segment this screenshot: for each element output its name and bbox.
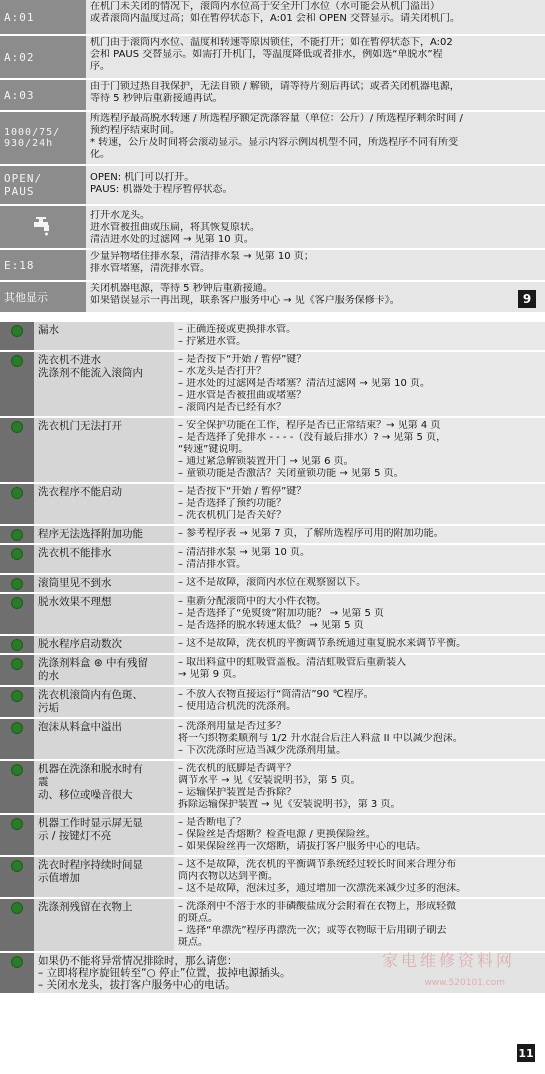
table-row (0, 418, 545, 484)
bullet-cell (0, 761, 34, 813)
table-row (0, 352, 545, 418)
bullet-cell (0, 687, 34, 717)
bullet-cell (0, 418, 34, 482)
solution-cell (174, 526, 545, 543)
desc-line: 在机门未关闭的情况下，滚筒内水位高于安全开门水位（水可能会从机门溢出） (90, 1, 440, 12)
text-line: – 洗涤剂用量是否过多？ (178, 721, 287, 732)
bullet-icon (11, 597, 23, 609)
final-note-row (0, 953, 545, 993)
text-line: – 保险丝是否熔断？检查电源 / 更换保险丝。 (178, 829, 376, 840)
bullet-cell (0, 322, 34, 350)
bullet-icon (11, 658, 23, 670)
problem-cell (34, 655, 174, 685)
text-line: – 洗衣机机门是否关好？ (178, 510, 287, 521)
bullet-icon (11, 764, 23, 776)
text-line: 洗衣时程序持续时间显 (38, 859, 143, 871)
text-line: 机器工作时显示屏无显 (38, 817, 143, 829)
text-line: 示值增加 (38, 872, 80, 884)
code-row-faucet (0, 206, 545, 250)
code-description (86, 282, 545, 312)
text-line: – 洗涤剂中不溶于水的非磷酸盐成分会附着在衣物上，形成轻微 (178, 901, 457, 912)
bullet-cell (0, 352, 34, 416)
text-line: 洗衣程序不能启动 (38, 486, 122, 498)
text-line: – 参考程序表 → 见第 7 页，了解所选程序可用的附加功能。 (178, 528, 444, 539)
desc-line: 机门由于滚筒内水位、温度和转速等原因锁住，不能打开；如在暂停状态下，A:02 (90, 37, 453, 48)
problem-cell (34, 545, 174, 573)
text-line: – 是否按下“开始 / 暂停”键？ (178, 354, 307, 365)
text-line: 洗衣机滚筒内有色斑、 (38, 689, 143, 701)
solution-cell (174, 322, 545, 350)
text-line: – 选择“单漂洗”程序再漂洗一次；或等衣物晾干后用刷子刷去 (178, 925, 447, 936)
final-note (34, 953, 545, 993)
solution-cell (174, 484, 545, 524)
problem-cell (34, 687, 174, 717)
code-row-a03 (0, 80, 545, 112)
display-code: 1000/75/ 930/24h (0, 112, 86, 164)
bullet-icon (11, 529, 23, 541)
code-row-a01 (0, 0, 545, 36)
code-description (86, 206, 545, 248)
troubleshooting-table (0, 322, 545, 993)
code-row-open-paus (0, 166, 545, 206)
text-line: – 取出料盒中的虹吸管盖板。清洁虹吸管后重新装入 (178, 657, 407, 668)
text-line: 洗涤剂残留在衣物上 (38, 901, 133, 913)
bullet-icon (11, 639, 23, 651)
table-row (0, 526, 545, 545)
text-line: 动、移位或噪音很大 (38, 789, 133, 801)
solution-cell (174, 857, 545, 897)
text-line: 洗衣机不能排水 (38, 547, 112, 559)
table-row (0, 322, 545, 352)
text-line: 的斑点。 (178, 913, 218, 924)
bullet-icon (11, 722, 23, 734)
solution-cell (174, 575, 545, 592)
code-row-speed-capacity-time (0, 112, 545, 166)
text-line: – 关闭水龙头，拔打客户服务中心的电话。 (38, 979, 236, 991)
solution-cell (174, 899, 545, 951)
bullet-icon (11, 355, 23, 367)
text-line: – 水龙头是否打开？ (178, 366, 267, 377)
table-row (0, 594, 545, 636)
solution-cell (174, 687, 545, 717)
problem-cell (34, 418, 174, 482)
display-code: E:18 (0, 250, 86, 280)
bullet-icon (11, 956, 23, 968)
text-line: 脱水效果不理想 (38, 596, 112, 608)
problem-cell (34, 352, 174, 416)
text-line: 泡沫从料盒中溢出 (38, 721, 122, 733)
text-line: 漏水 (38, 324, 59, 336)
page-number: 9 (518, 290, 536, 308)
display-code: 其他显示 (0, 282, 86, 312)
text-line: 如果仍不能将异常情况排除时，那么请您： (38, 955, 238, 967)
display-code: A:02 (0, 36, 86, 78)
bullet-icon (11, 548, 23, 560)
problem-cell (34, 575, 174, 592)
text-line: → 见第 9 页。 (178, 669, 243, 680)
text-line: – 正确连接或更换排水管。 (178, 324, 297, 335)
problem-cell (34, 761, 174, 813)
text-line: 筒内衣物以达到平衡。 (178, 871, 278, 882)
bullet-icon (11, 578, 23, 590)
solution-cell (174, 761, 545, 813)
text-line: – 洗衣机的底脚是否调平？ (178, 763, 297, 774)
problem-cell (34, 857, 174, 897)
desc-line: 由于门锁过热自我保护，无法自锁 / 解锁，请等待片刻后再试；或者关闭机器电源， (90, 81, 460, 92)
text-line: – 进水处的过滤网是否堵塞？清洁过滤网 → 见第 10 页。 (178, 378, 430, 389)
text-line: 程序无法选择附加功能 (38, 528, 143, 540)
text-line: – 这不是故障，洗衣机的平衡调节系统通过重复脱水来调节平衡。 (178, 638, 467, 649)
bullet-cell (0, 575, 34, 592)
code-description (86, 36, 545, 78)
table-row (0, 761, 545, 815)
problem-cell (34, 484, 174, 524)
text-line: – 这不是故障，泡沫过多，通过增加一次漂洗来减少过多的泡沫。 (178, 883, 467, 894)
text-line: – 是否断电了？ (178, 817, 247, 828)
text-line: – 立即将程序旋钮转至“○ 停止”位置，拔掉电源插头。 (38, 967, 291, 979)
desc-line: 所选程序最高脱水转速 / 所选程序额定洗涤容量（单位：公斤）/ 所选程序剩余时间 / (90, 113, 463, 124)
faucet-icon (32, 216, 58, 238)
bullet-cell (0, 545, 34, 573)
desc-line: 进水管被扭曲或压扁，将其恢复原状。 (90, 222, 260, 233)
bullet-icon (11, 487, 23, 499)
text-line: – 通过紧急解锁装置开门 → 见第 6 页。 (178, 456, 354, 467)
bullet-icon (11, 902, 23, 914)
text-line: – 进水管是否被扭曲或堵塞？ (178, 390, 307, 401)
problem-cell (34, 815, 174, 855)
solution-cell (174, 815, 545, 855)
code-row-e18 (0, 250, 545, 282)
text-line: – 是否选择的脱水转速太低？ → 见第 5 页 (178, 620, 364, 631)
text-line: 洗涤剂不能流入滚筒内 (38, 367, 143, 379)
solution-cell (174, 545, 545, 573)
problem-cell (34, 899, 174, 951)
code-description (86, 0, 545, 34)
display-code: A:03 (0, 80, 86, 110)
text-line: 调节水平 → 见《安装说明书》，第 5 页。 (178, 775, 361, 786)
text-line: 的水 (38, 670, 59, 682)
code-description (86, 80, 545, 110)
table-row (0, 815, 545, 857)
display-codes-table (0, 0, 545, 314)
solution-cell (174, 594, 545, 634)
text-line: – 这不是故障，洗衣机的平衡调节系统经过较长时间来合理分布 (178, 859, 457, 870)
bullet-icon (11, 818, 23, 830)
text-line: 洗涤剂料盒 ⊛ 中有残留 (38, 657, 148, 669)
solution-cell (174, 655, 545, 685)
problem-cell (34, 594, 174, 634)
display-code: OPEN/ PAUS (0, 166, 86, 204)
desc-line: 清洁进水处的过滤网 → 见第 10 页。 (90, 234, 254, 245)
code-row-a02 (0, 36, 545, 80)
bullet-cell (0, 815, 34, 855)
text-line: – 是否选择了免排水 - - - -（没有最后排水）? → 见第 5 页， (178, 432, 447, 443)
desc-line: 打开水龙头。 (90, 210, 150, 221)
bullet-cell (0, 655, 34, 685)
text-line: – 使用适合机洗的洗涤剂。 (178, 701, 297, 712)
text-line: 震 (38, 776, 49, 788)
text-line: – 拧紧进水管。 (178, 336, 247, 347)
desc-line: 如果错误显示一再出现，联系客户服务中心 → 见《客户服务保修卡》。 (90, 295, 400, 306)
text-line: – 是否选择了“免熨烫”附加功能？ → 见第 5 页 (178, 608, 384, 619)
text-line: 滚筒里见不到水 (38, 577, 112, 589)
desc-line: OPEN: 机门可以打开。 (90, 172, 195, 183)
text-line: 机器在洗涤和脱水时有 (38, 763, 143, 775)
bullet-icon (11, 860, 23, 872)
text-line: 拆除运输保护装置 → 见《安装说明书》，第 3 页。 (178, 799, 401, 810)
bullet-cell (0, 899, 34, 951)
code-row-other (0, 282, 545, 314)
text-line: – 安全保护功能在工作，程序是否已正常结束？→ 见第 4 页 (178, 420, 441, 431)
bullet-icon (11, 325, 23, 337)
text-line: 洗衣机不进水 (38, 354, 101, 366)
text-line: – 运输保护装置是否拆除？ (178, 787, 297, 798)
bullet-cell (0, 636, 34, 653)
desc-line: 序。 (90, 61, 110, 72)
code-description (86, 112, 545, 164)
bullet-cell (0, 484, 34, 524)
desc-line: 化。 (90, 149, 110, 160)
text-line: – 童锁功能是否激活？关闭童锁功能 → 见第 5 页。 (178, 468, 404, 479)
text-line: 洗衣机门无法打开 (38, 420, 122, 432)
faucet-cell (0, 206, 86, 248)
text-line: – 是否选择了预约功能？ (178, 498, 287, 509)
bullet-cell (0, 857, 34, 897)
text-line: – 重新分配滚筒中的大小件衣物。 (178, 596, 327, 607)
text-line: – 清洁排水管。 (178, 559, 247, 570)
text-line: 斑点。 (178, 937, 208, 948)
text-line: – 如果保险丝再一次熔断，请拔打客户服务中心的电话。 (178, 841, 427, 852)
text-line: 脱水程序启动数次 (38, 638, 122, 650)
text-line: 示 / 按键灯不亮 (38, 830, 112, 842)
table-row (0, 545, 545, 575)
text-line: – 不放入衣物直接运行“筒清洁”90 ℃程序。 (178, 689, 374, 700)
display-code: A:01 (0, 0, 86, 34)
bullet-cell (0, 953, 34, 993)
solution-cell (174, 418, 545, 482)
desc-line: * 转速，公斤及时间将会滚动显示。显示内容示例因机型不同，所选程序不同有所变 (90, 137, 459, 148)
code-description (86, 166, 545, 204)
text-line: “转速”键说明。 (178, 444, 249, 455)
table-row (0, 857, 545, 899)
desc-line: 或者滚筒内温度过高；如在暂停状态下，A:01 会和 OPEN 交替显示。请关闭机门。 (90, 13, 460, 24)
table-row (0, 484, 545, 526)
text-line: 将一勺织物柔顺剂与 1/2 升水混合后注入料盒 II 中以减少泡沫。 (178, 733, 463, 744)
desc-line: 少量异物堵住排水泵，清洁排水泵 → 见第 10 页； (90, 251, 314, 262)
solution-cell (174, 719, 545, 759)
problem-cell (34, 322, 174, 350)
table-row (0, 687, 545, 719)
bullet-cell (0, 594, 34, 634)
desc-line: 关闭机器电源，等待 5 秒钟后重新接通。 (90, 283, 273, 294)
table-row (0, 575, 545, 594)
desc-line: 预约程序结束时间。 (90, 125, 180, 136)
desc-line: 等待 5 秒钟后重新接通再试。 (90, 93, 223, 104)
text-line: – 是否按下“开始 / 暂停”键？ (178, 486, 307, 497)
text-line: – 这不是故障，滚筒内水位在观察窗以下。 (178, 577, 367, 588)
bullet-cell (0, 526, 34, 543)
bullet-icon (11, 421, 23, 433)
text-line: – 下次洗涤时应适当减少洗涤剂用量。 (178, 745, 347, 756)
text-line: – 滚筒内是否已经有水？ (178, 402, 287, 413)
text-line: 污垢 (38, 702, 59, 714)
table-row (0, 899, 545, 953)
desc-line: 会和 PAUS 交替显示。如需打开机门，等温度降低或者排水，例如选“单脱水”程 (90, 49, 443, 60)
solution-cell (174, 352, 545, 416)
table-row (0, 636, 545, 655)
solution-cell (174, 636, 545, 653)
page-number: 11 (517, 1044, 535, 1062)
watermark-url: www.520101.com (424, 978, 505, 988)
problem-cell (34, 526, 174, 543)
problem-cell (34, 636, 174, 653)
desc-line: 排水管堵塞，清洗排水管。 (90, 263, 210, 274)
text-line: – 清洁排水泵 → 见第 10 页。 (178, 547, 310, 558)
table-row (0, 719, 545, 761)
desc-line: PAUS: 机器处于程序暂停状态。 (90, 184, 233, 195)
table-row (0, 655, 545, 687)
code-description (86, 250, 545, 280)
watermark-title: 家电维修资料网 (381, 951, 515, 970)
bullet-cell (0, 719, 34, 759)
problem-cell (34, 719, 174, 759)
bullet-icon (11, 690, 23, 702)
